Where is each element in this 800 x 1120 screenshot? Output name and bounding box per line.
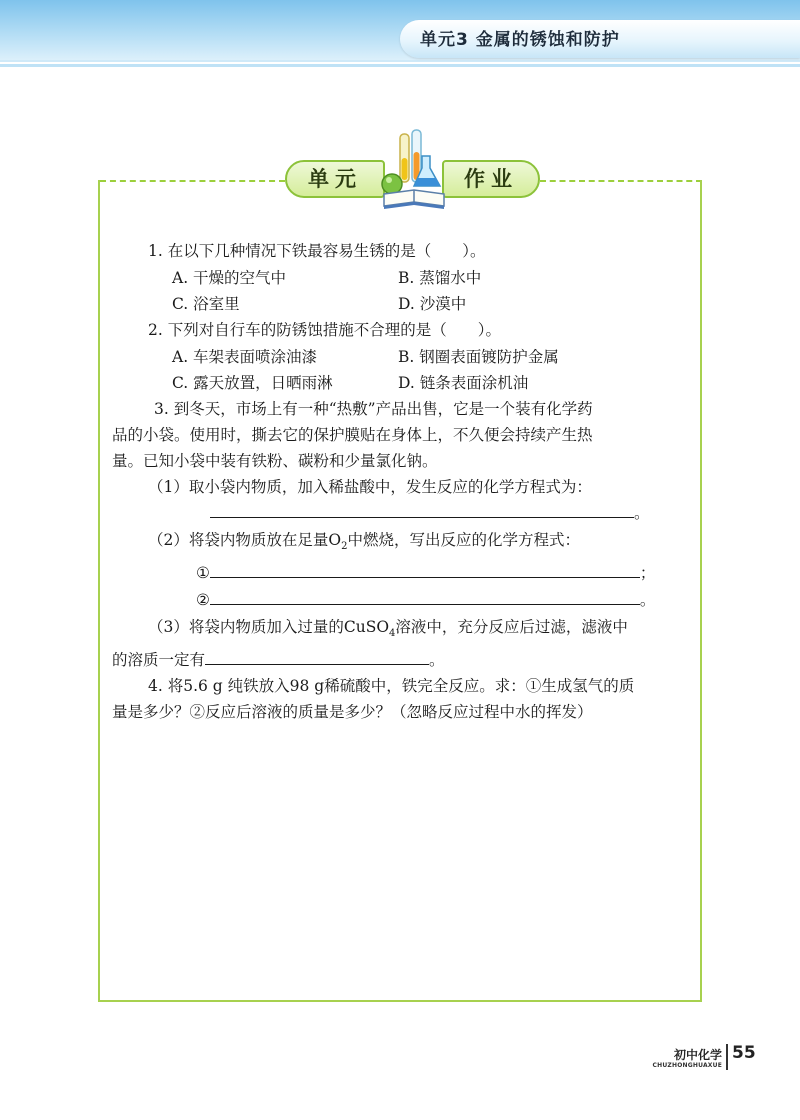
question-3-part-2-period: 。 [639,591,656,610]
question-3-part-2-subscript: 2 [341,541,348,553]
question-3-part-2-answer-row-1 [148,560,688,587]
question-2-option-a: A. 车架表面喷涂油漆 [172,348,318,366]
question-3-part-1-period: 。 [634,504,650,522]
question-3-intro-continued [112,422,688,474]
question-3-part-3-answer-row [112,647,688,673]
question-3-part-2-text-a: （2）将袋内物质放在足量O [148,531,342,549]
question-3-part-2-mark-2: ② [196,591,210,610]
question-3-part-1: （1）取小袋内物质，加入稀盐酸中，发生反应的化学方程式为： [148,478,592,496]
footer-subject-pinyin: CHUZHONGHUAXUE [652,1062,722,1069]
unit-title: 单元3 金属的锈蚀和防护 [420,30,620,50]
question-1-stem: 1. 在以下几种情况下铁最容易生锈的是（ ）。 [148,242,486,260]
question-1-option-d: D. 沙漠中 [398,295,467,313]
question-1-option-b: B. 蒸馏水中 [398,269,482,287]
question-3-part-2 [148,527,688,560]
question-2-options-row2 [148,370,688,396]
question-3-part-3-period: 。 [429,651,445,670]
footer-divider [726,1044,728,1070]
question-2-option-b: B. 钢圈表面镀防护金属 [398,348,559,366]
question-3-part-3-blank[interactable] [205,647,429,665]
question-3-part-3-text-a: （3）将袋内物质加入过量的CuSO [148,618,390,637]
question-3-part-1-answer-row [148,500,688,527]
question-3-part-2-answer-row-2 [148,587,688,614]
question-3-intro-line3: 量。已知小袋中装有铁粉、碳粉和少量氯化钠。 [112,452,438,470]
question-2-option-c: C. 露天放置，日晒雨淋 [172,374,333,392]
question-3-part-3-subscript: 4 [389,628,396,640]
question-1-option-c: C. 浴室里 [172,295,240,313]
question-2-option-d: D. 链条表面涂机油 [398,374,529,392]
section-tab-left: 单元 [285,160,385,198]
exercise-content [112,238,688,725]
footer-subject: 初中化学 [673,1048,722,1062]
question-3-part-3-line2: 的溶质一定有 [112,651,206,670]
question-1-options-row2 [148,291,688,317]
question-4-line1: 4. 将5.6 g 纯铁放入98 g稀硫酸中，铁完全反应。求：①生成氢气的质 [148,677,635,696]
question-3-part-1-blank[interactable] [210,500,634,518]
question-4-line2: 量是多少？②反应后溶液的质量是多少？（忽略反应过程中水的挥发） [112,703,593,722]
question-3-intro-line1: 3. 到冬天，市场上有一种“热敷”产品出售，它是一个装有化学药 [154,400,593,418]
question-1-options-row1 [148,265,688,291]
question-3-part-3-text-b: 溶液中，充分反应后过滤，滤液中 [395,618,628,637]
question-3-intro [112,396,688,422]
page-number: 55 [732,1043,756,1063]
question-3-part-2-blank-2[interactable] [210,587,640,605]
question-2-options-row1 [148,344,688,370]
question-3-part-2-blank-1[interactable] [210,560,640,578]
section-tab-right: 作业 [442,160,540,198]
question-3-part-3 [148,614,688,647]
header-divider [0,64,800,67]
question-3-part-2-text-b: 中燃烧，写出反应的化学方程式： [347,531,580,549]
question-2-stem: 2. 下列对自行车的防锈蚀措施不合理的是（ ）。 [148,321,501,339]
question-1-option-a: A. 干燥的空气中 [172,269,287,287]
question-3-intro-line2: 品的小袋。使用时，撕去它的保护膜贴在身体上，不久便会持续产生热 [112,426,593,444]
question-3-part-2-semicolon: ； [639,564,656,583]
question-3-part-2-mark-1: ① [196,564,210,583]
